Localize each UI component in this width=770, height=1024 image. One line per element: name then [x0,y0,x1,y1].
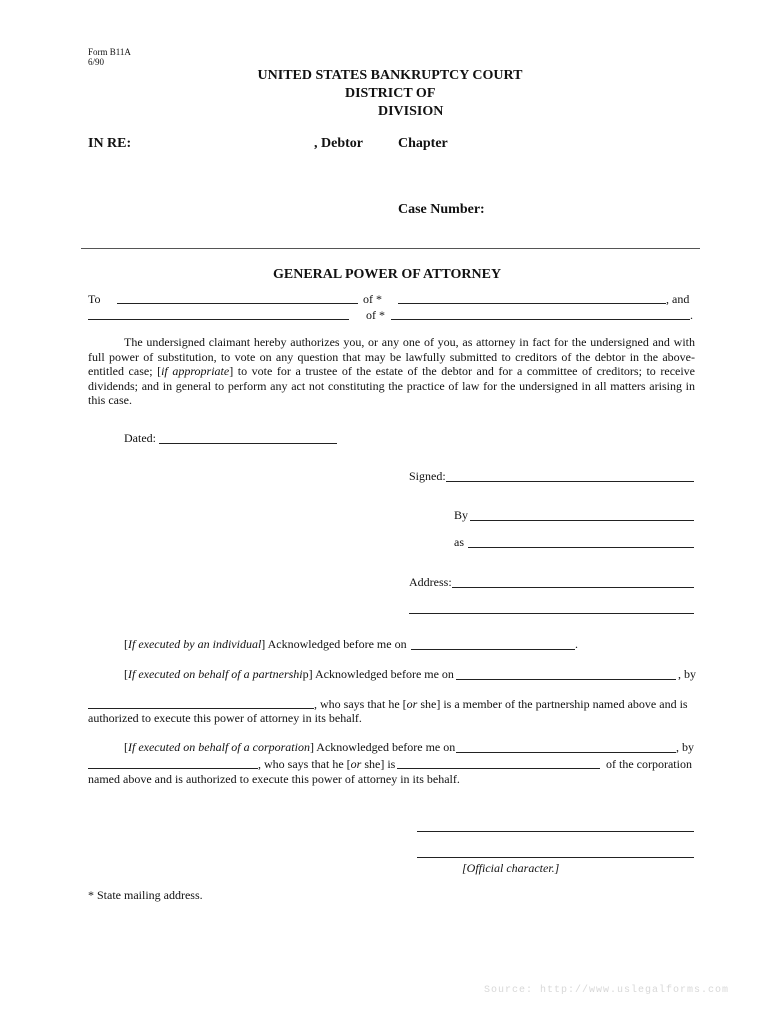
as-line[interactable] [468,547,694,548]
header-divider [81,248,700,249]
ack-corporation-text [124,740,455,755]
dated-line[interactable] [159,443,337,444]
ack-partnership-date-line[interactable] [456,679,676,680]
attorney-name-line-2[interactable] [88,319,349,320]
ack-partnership-l2-ital: or [406,697,418,711]
ack-corporation-l2c: of the corporation [606,757,692,771]
ack-corporation-l2-ital: or [350,757,362,771]
official-character-label: [Official character.] [462,861,560,875]
to-label: To [88,292,101,306]
period-mark: . [690,308,693,322]
ack-partnership-l2b: she] is a member of the partnership named above and is [417,697,688,711]
of-label-2: of * [366,308,385,322]
dated-label: Dated: [124,431,156,445]
chapter-label: Chapter [398,136,448,151]
ack-individual-date-line[interactable] [411,649,575,650]
ack-partnership-text [124,667,454,682]
ack-corporation-date-line[interactable] [456,752,676,753]
by-line[interactable] [470,520,694,521]
ack-partnership-name-line[interactable] [88,708,314,709]
ack-partnership-by: , by [678,667,696,681]
ack-corporation-close: ] Acknowledged before me on [309,740,456,754]
ack-corporation-by: , by [676,740,694,754]
ack-corporation-line3: named above and is authorized to execute this power of attorney in its behalf. [88,772,460,786]
form-date: 6/90 [88,57,105,67]
ack-partnership-close: p] Acknowledged before me on [302,667,454,681]
and-label: , and [666,292,690,306]
source-watermark: Source: http://www.uslegalforms.com [484,985,730,996]
paragraph-italic: if appropriate [161,364,230,378]
ack-partnership-l2a: , who says that he [ [314,697,407,711]
address-line-2[interactable] [409,613,694,614]
ack-corporation-line2 [258,757,395,772]
ack-individual-period: . [575,637,578,651]
ack-corporation-open: [ [124,740,128,754]
official-signature-line[interactable] [417,831,694,832]
attorney-name-line-1[interactable] [117,303,358,304]
of-label-1: of * [363,292,382,306]
document-title: GENERAL POWER OF ATTORNEY [273,267,502,282]
attorney-address-line-2[interactable] [391,319,690,320]
ack-corporation-l2b: she] is [361,757,396,771]
ack-partnership-italic: If executed on behalf of a partnershi [128,667,303,681]
ack-corporation-l2a: , who says that he [ [258,757,351,771]
ack-partnership-line3: authorized to execute this power of attorney in its behalf. [88,711,362,725]
signed-label: Signed: [409,469,446,483]
ack-individual-open: [ [124,637,128,651]
ack-individual-text [124,637,407,652]
ack-partnership-line2 [314,697,688,712]
signed-line[interactable] [446,481,694,482]
case-number-label: Case Number: [398,202,485,217]
ack-individual-close: ] Acknowledged before me on [261,637,407,651]
address-line-1[interactable] [452,587,694,588]
by-label: By [454,508,469,522]
court-name: UNITED STATES BANKRUPTCY COURT [257,68,523,83]
authorization-paragraph [88,335,695,408]
address-label: Address: [409,575,452,589]
as-label: as [454,535,464,549]
attorney-address-line-1[interactable] [398,303,666,304]
form-id: Form B11A [88,47,131,57]
paragraph-part-1: The undersigned claimant hereby authorizes you, or any one of you, as attorney in fact for the undersigned and with full power of substitution, to vote on any question that may be lawfully submitted to creditors of the debtor in the above-entitled case; [ [88,335,695,378]
paragraph-part-2: ] to vote for a trustee of the estate of the debtor and for a committee of creditors; to receive dividends; and in general to perform any act not constituting the practice of law for the undersigned in all matters arising in this case. [88,364,696,407]
official-character-line[interactable] [417,857,694,858]
ack-corporation-name-line[interactable] [88,768,258,769]
ack-individual-italic: If executed by an individual [128,637,262,651]
district-label: DISTRICT OF [345,86,436,101]
debtor-label: , Debtor [314,136,363,151]
ack-corporation-italic: If executed on behalf of a corporation [128,740,310,754]
in-re-label: IN RE: [88,136,132,151]
footnote: * State mailing address. [88,888,203,902]
ack-partnership-open: [ [124,667,128,681]
division-label: DIVISION [378,104,444,119]
ack-corporation-title-line[interactable] [397,768,600,769]
